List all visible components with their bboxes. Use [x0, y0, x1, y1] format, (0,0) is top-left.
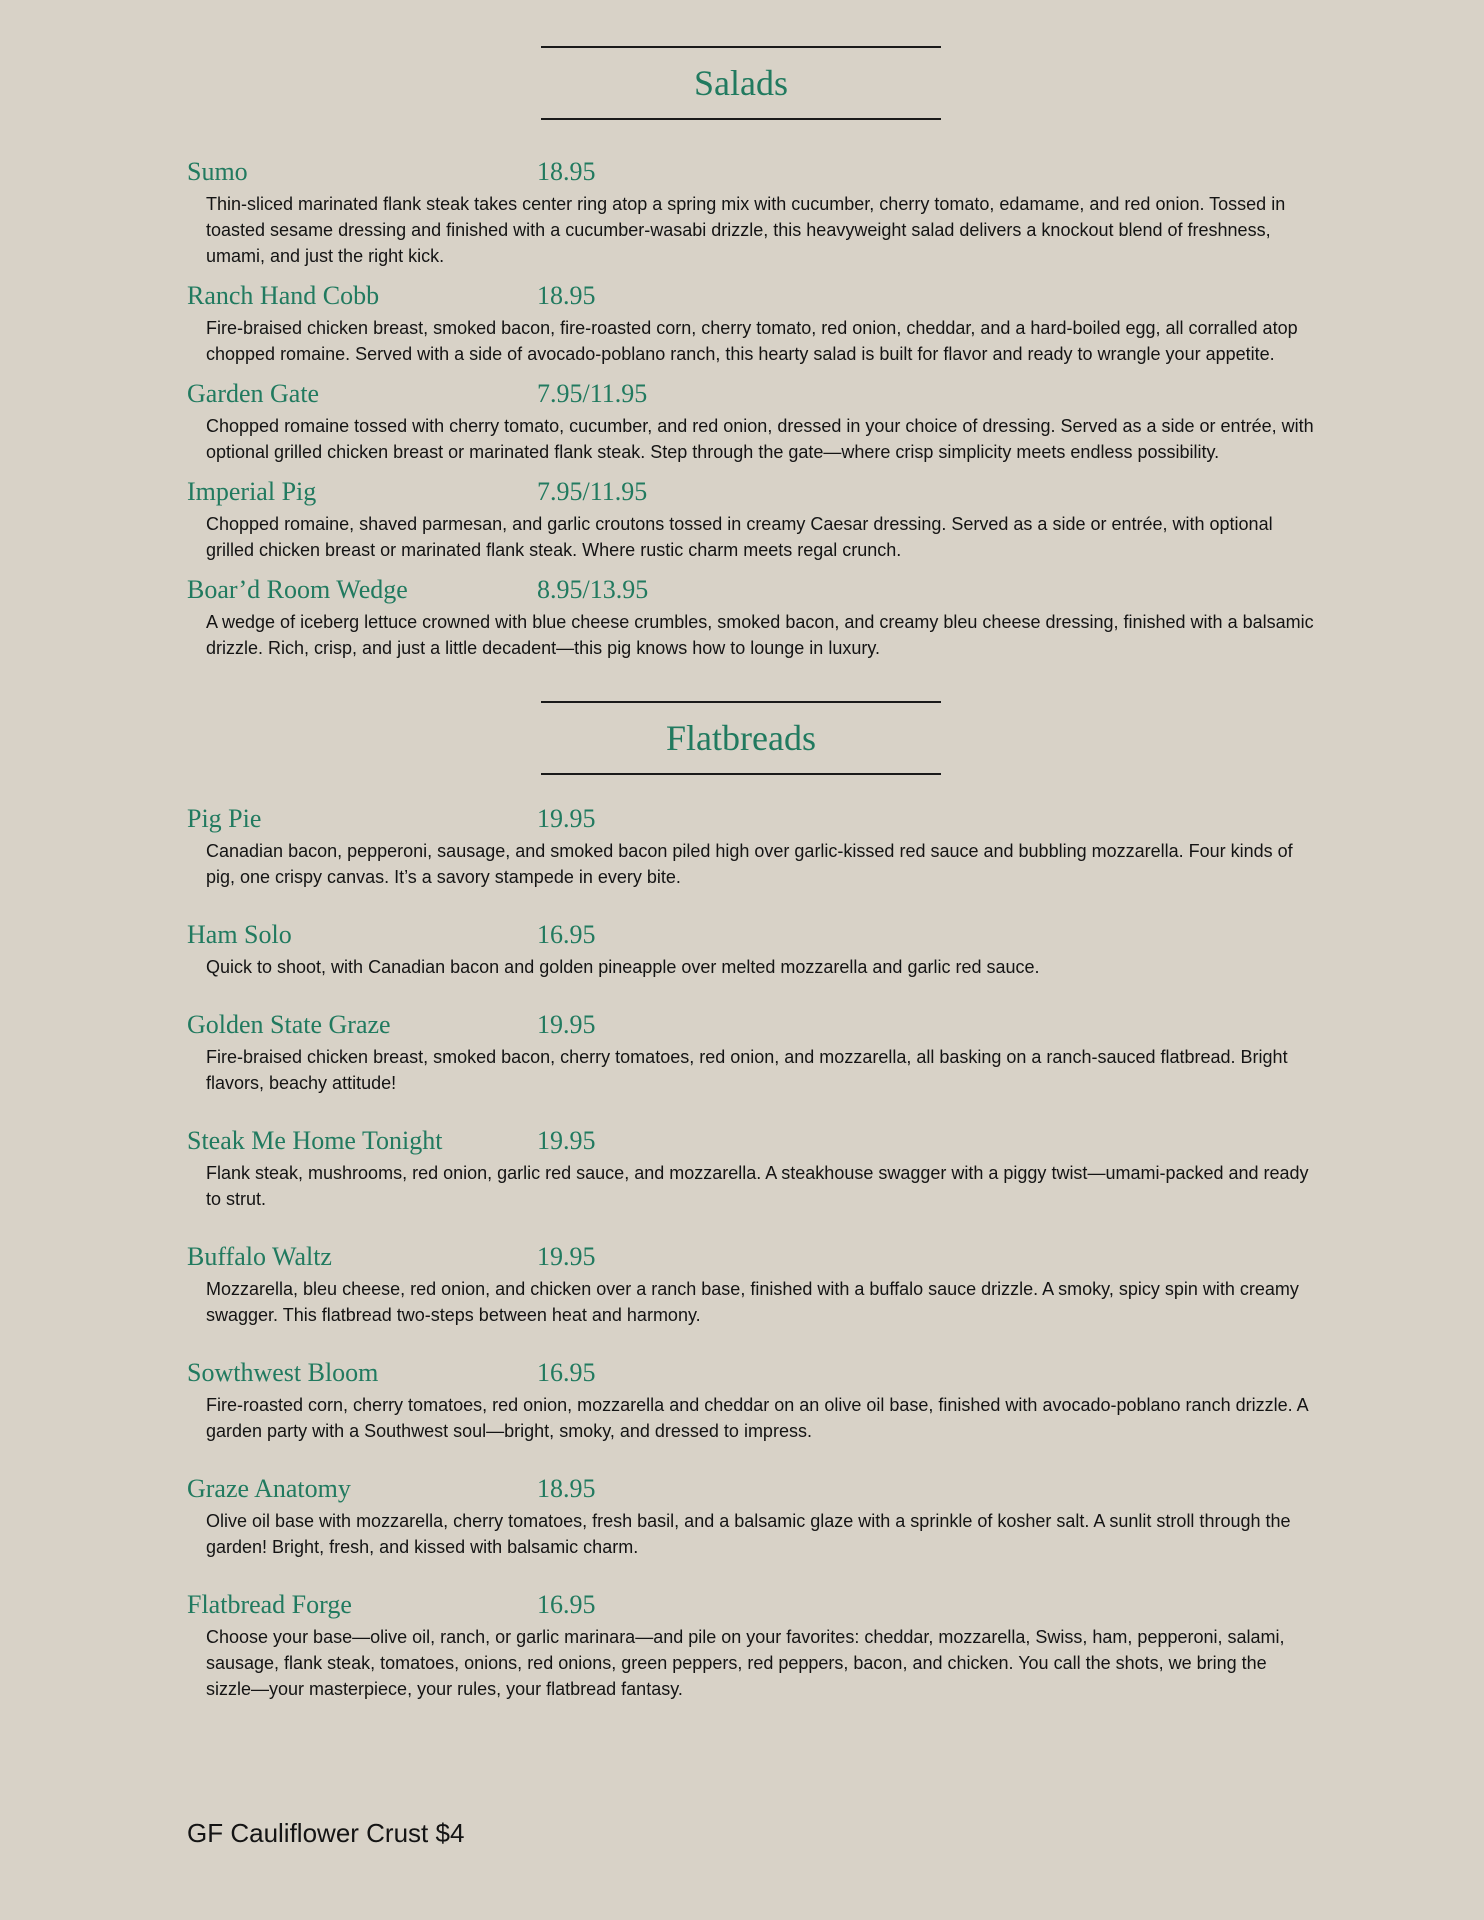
item-name: Ranch Hand Cobb — [187, 281, 380, 310]
item-name: Boar’d Room Wedge — [187, 575, 408, 604]
item-price: 16.95 — [537, 920, 596, 949]
item-price: 19.95 — [537, 1242, 596, 1271]
menu-item — [187, 571, 1327, 661]
menu-item — [187, 1238, 1327, 1328]
header-rule-bottom — [541, 773, 941, 775]
item-description: Flank steak, mushrooms, red onion, garlic red sauce, and mozzarella. A steakhouse swagger with a piggy twist—umami-packed and ready to strut. — [206, 1163, 1309, 1209]
flatbreads-list — [187, 800, 1327, 1702]
item-description: Chopped romaine tossed with cherry tomato, cucumber, and red onion, dressed in your choice of dressing. Served as a side or entrée, with optional grilled chicken breast or marinated flank steak. Step through the gate—where crisp simplicity meets endless possibility. — [206, 416, 1314, 462]
menu-page — [187, 0, 1327, 1702]
item-price: 19.95 — [537, 1010, 596, 1039]
item-name: Pig Pie — [187, 804, 262, 833]
gf-crust-note: GF Cauliflower Crust $4 — [187, 1818, 465, 1848]
menu-item — [187, 153, 1327, 269]
item-price: 7.95/11.95 — [537, 379, 648, 408]
menu-item — [187, 375, 1327, 465]
item-name: Steak Me Home Tonight — [187, 1126, 443, 1155]
menu-item — [187, 1586, 1327, 1702]
item-price: 18.95 — [537, 1474, 596, 1503]
item-description: Olive oil base with mozzarella, cherry tomatoes, fresh basil, and a balsamic glaze with a sprinkle of kosher salt. A sunlit stroll through the garden! Bright, fresh, and kissed with balsamic charm. — [206, 1511, 1291, 1557]
item-name: Ham Solo — [187, 920, 292, 949]
item-description: Fire-braised chicken breast, smoked bacon, fire-roasted corn, cherry tomato, red onion, cheddar, and a hard-boiled egg, all corralled atop chopped romaine. Served with a side of avocado-poblano ranch, this hearty salad is built for flavor and ready to wrangle your appetite. — [206, 318, 1298, 364]
item-price: 16.95 — [537, 1358, 596, 1387]
menu-item — [187, 277, 1327, 367]
item-price: 18.95 — [537, 281, 596, 310]
header-rule-bottom — [541, 118, 941, 120]
menu-item — [187, 916, 1327, 980]
salads-header — [541, 46, 941, 120]
item-price: 19.95 — [537, 1126, 596, 1155]
menu-item — [187, 1006, 1327, 1096]
item-name: Golden State Graze — [187, 1010, 391, 1039]
item-price: 16.95 — [537, 1590, 596, 1619]
item-description: Fire-roasted corn, cherry tomatoes, red onion, mozzarella and cheddar on an olive oil base, finished with avocado-poblano ranch drizzle. A garden party with a Southwest soul—bright, smoky, and dressed to impress. — [206, 1395, 1308, 1441]
item-description: Choose your base—olive oil, ranch, or garlic marinara—and pile on your favorites: cheddar, mozzarella, Swiss, ham, pepperoni, salami, sausage, flank steak, tomatoes, onions, red onions, green peppers, red peppers, bacon, and chicken. You call the shots, we bring the sizzle—your masterpiece, your rules, your flatbread fantasy. — [206, 1627, 1285, 1699]
item-price: 18.95 — [537, 157, 596, 186]
flatbreads-header — [541, 701, 941, 775]
item-description: Thin-sliced marinated flank steak takes center ring atop a spring mix with cucumber, cherry tomato, edamame, and red onion. Tossed in toasted sesame dressing and finished with a cucumber-wasabi drizzle, this heavyweight salad delivers a knockout blend of freshness, umami, and just the right kick. — [206, 194, 1286, 266]
item-description: Quick to shoot, with Canadian bacon and golden pineapple over melted mozzarella and garlic red sauce. — [206, 957, 1040, 977]
section-title: Salads — [694, 63, 788, 103]
salads-list — [187, 153, 1327, 661]
item-price: 8.95/13.95 — [537, 575, 649, 604]
item-name: Sumo — [187, 157, 248, 186]
item-description: Mozzarella, bleu cheese, red onion, and chicken over a ranch base, finished with a buffalo sauce drizzle. A smoky, spicy spin with creamy swagger. This flatbread two-steps between heat and harmony. — [206, 1279, 1299, 1325]
menu-item — [187, 1354, 1327, 1444]
menu-item — [187, 473, 1327, 563]
item-description: A wedge of iceberg lettuce crowned with blue cheese crumbles, smoked bacon, and creamy bleu cheese dressing, finished with a balsamic drizzle. Rich, crisp, and just a little decadent—this pig knows how to lounge in luxury. — [206, 612, 1314, 658]
item-name: Garden Gate — [187, 379, 320, 408]
menu-item — [187, 1122, 1327, 1212]
item-name: Flatbread Forge — [187, 1590, 352, 1619]
item-price: 19.95 — [537, 804, 596, 833]
item-description: Fire-braised chicken breast, smoked bacon, cherry tomatoes, red onion, and mozzarella, all basking on a ranch-sauced flatbread. Bright flavors, beachy attitude! — [206, 1047, 1288, 1093]
item-name: Buffalo Waltz — [187, 1242, 332, 1271]
item-name: Imperial Pig — [187, 477, 317, 506]
menu-item — [187, 1470, 1327, 1560]
item-description: Canadian bacon, pepperoni, sausage, and smoked bacon piled high over garlic-kissed red sauce and bubbling mozzarella. Four kinds of pig, one crispy canvas. It’s a savory stampede in every bite. — [206, 841, 1293, 887]
item-price: 7.95/11.95 — [537, 477, 648, 506]
section-title: Flatbreads — [666, 718, 816, 758]
item-name: Graze Anatomy — [187, 1474, 351, 1503]
item-description: Chopped romaine, shaved parmesan, and garlic croutons tossed in creamy Caesar dressing. Served as a side or entrée, with optional grilled chicken breast or marinated flank steak. Where rustic charm meets regal crunch. — [206, 514, 1273, 560]
item-name: Sowthwest Bloom — [187, 1358, 379, 1387]
menu-item — [187, 800, 1327, 890]
